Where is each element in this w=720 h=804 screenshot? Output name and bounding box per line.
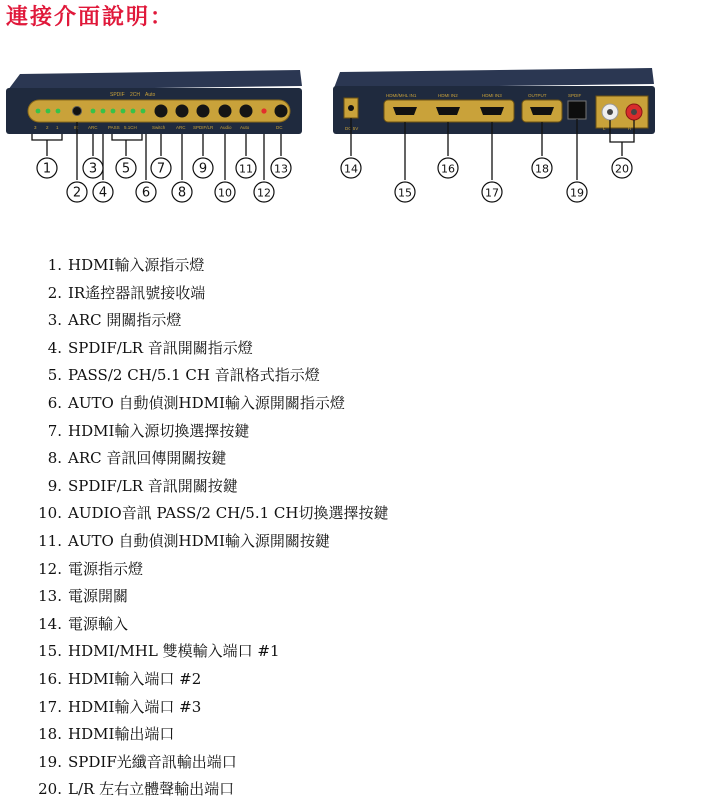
item-number: 20. [38, 780, 62, 799]
callout-label: 3 [88, 161, 98, 177]
callout-label: 10 [218, 186, 232, 200]
item-text: 電源輸入 [68, 614, 129, 633]
front-bottom-label: DC [276, 125, 283, 130]
item-number: 18. [38, 725, 62, 744]
front-top-label-3: Auto [145, 92, 156, 98]
item-number: 11. [38, 531, 62, 550]
callout-label: 12 [257, 186, 271, 200]
spdif-optical-port-icon [568, 101, 586, 119]
item-number: 10. [38, 504, 62, 523]
item-text: PASS/2 CH/5.1 CH 音訊格式指示燈 [68, 366, 320, 385]
page-title: 連接介面說明： [6, 5, 175, 30]
rear-label: HDMI/MHL IN1 [386, 93, 417, 98]
item-number: 8. [47, 449, 62, 468]
item-text: HDMI輸出端口 [68, 725, 175, 744]
callout-label: 13 [274, 162, 288, 176]
input-leds [36, 109, 61, 114]
callout-label: 2 [72, 185, 82, 201]
item-number: 14. [38, 614, 62, 633]
item-number: 19. [38, 752, 62, 771]
front-top-label-2: 2CH [130, 92, 141, 98]
interface-description-list [26, 252, 389, 804]
front-top-label-1: SPDIF [110, 92, 125, 98]
power-switch-icon [275, 105, 288, 118]
item-text: SPDIF/LR 音訊開關按鍵 [68, 476, 238, 495]
front-bottom-label: 2 [46, 125, 49, 130]
item-number: 13. [38, 587, 62, 606]
list-item [26, 556, 389, 584]
list-item [26, 362, 389, 390]
hdmi-output-port-icon [530, 107, 554, 115]
list-item [26, 500, 389, 528]
item-number: 15. [38, 642, 62, 661]
item-number: 17. [38, 697, 62, 716]
callout-label: 4 [98, 185, 108, 201]
rear-label: OUTPUT [528, 93, 547, 98]
item-text: ARC 開關指示燈 [68, 311, 182, 330]
list-item [26, 390, 389, 418]
front-bottom-label: IR [74, 125, 79, 130]
item-text: HDMI輸入端口 #2 [68, 669, 202, 688]
callout-label: 11 [239, 162, 253, 176]
item-number: 9. [47, 476, 62, 495]
hdmi-input-ports [393, 107, 504, 115]
item-text: ARC 音訊回傳開關按鍵 [68, 449, 227, 468]
rear-label: SPDIF [568, 93, 582, 98]
item-number: 4. [47, 338, 62, 357]
item-text: 電源開關 [68, 587, 129, 606]
item-number: 16. [38, 669, 62, 688]
item-number: 5. [47, 366, 62, 385]
item-text: HDMI/MHL 雙模輸入端口 #1 [68, 642, 280, 661]
callout-label: 18 [535, 162, 549, 176]
rear-label: HDMI IN2 [438, 93, 458, 98]
front-bottom-label: Switch [152, 125, 166, 130]
ir-receiver-icon [73, 107, 82, 116]
callout-label: 17 [485, 186, 499, 200]
list-item [26, 749, 389, 777]
front-panel [6, 70, 302, 134]
callout-label: 16 [441, 162, 455, 176]
list-item [26, 694, 389, 722]
front-bottom-label: PASS [108, 125, 120, 130]
item-text: AUTO 自動偵測HDMI輸入源開關指示燈 [68, 393, 345, 412]
item-number: 6. [47, 393, 62, 412]
item-text: AUDIO音訊 PASS/2 CH/5.1 CH切換選擇按鍵 [68, 504, 389, 523]
list-item [26, 638, 389, 666]
list-item [26, 252, 389, 280]
item-number: 12. [38, 559, 62, 578]
callout-label: 19 [570, 186, 584, 200]
item-text: HDMI輸入源切換選擇按鍵 [68, 421, 250, 440]
rear-label: R [628, 126, 632, 131]
callout-label: 1 [42, 161, 52, 177]
callout-label: 15 [398, 186, 412, 200]
front-bottom-label: ARC [88, 125, 98, 130]
front-bottom-label: Auto [240, 125, 250, 130]
item-number: 2. [47, 283, 62, 302]
item-text: SPDIF光纖音訊輸出端口 [68, 752, 237, 771]
list-item [26, 335, 389, 363]
item-number: 7. [47, 421, 62, 440]
list-item [26, 666, 389, 694]
rear-label: DC 5V [345, 126, 359, 131]
item-number: 3. [47, 311, 62, 330]
front-bottom-label: 1 [56, 125, 59, 130]
list-item [26, 418, 389, 446]
callout-label: 8 [177, 185, 187, 201]
list-item [26, 307, 389, 335]
list-item [26, 611, 389, 639]
device-illustration [0, 60, 720, 210]
front-bottom-label: 5.1CH [124, 125, 137, 130]
front-bottom-label: 3 [34, 125, 37, 130]
list-item [26, 445, 389, 473]
item-text: HDMI輸入端口 #3 [68, 697, 202, 716]
power-led-icon [261, 108, 266, 113]
list-item [26, 776, 389, 804]
item-number: 1. [47, 256, 62, 274]
callout-label: 7 [156, 161, 166, 177]
item-text: AUTO 自動偵測HDMI輸入源開關按鍵 [68, 531, 330, 550]
rear-label: L [603, 126, 606, 131]
list-item [26, 528, 389, 556]
list-item [26, 583, 389, 611]
list-item [26, 721, 389, 749]
rear-label: HDMI IN3 [482, 93, 502, 98]
item-text: SPDIF/LR 音訊開關指示燈 [68, 338, 253, 357]
rear-panel [333, 68, 655, 134]
callout-label: 20 [615, 162, 629, 176]
item-text: IR遙控器訊號接收端 [68, 283, 206, 302]
front-bottom-label: Audio [220, 125, 232, 130]
front-bottom-label: ARC [176, 125, 186, 130]
callout-label: 5 [121, 161, 131, 177]
item-text: L/R 左右立體聲輸出端口 [68, 780, 235, 799]
item-text: HDMI輸入源指示燈 [68, 256, 205, 274]
callout-label: 6 [141, 185, 151, 201]
callout-label: 14 [344, 162, 358, 176]
front-bottom-label: SPDIF/LR [193, 125, 214, 130]
list-item [26, 280, 389, 308]
callout-label: 9 [198, 161, 208, 177]
list-item [26, 473, 389, 501]
item-text: 電源指示燈 [68, 559, 144, 578]
